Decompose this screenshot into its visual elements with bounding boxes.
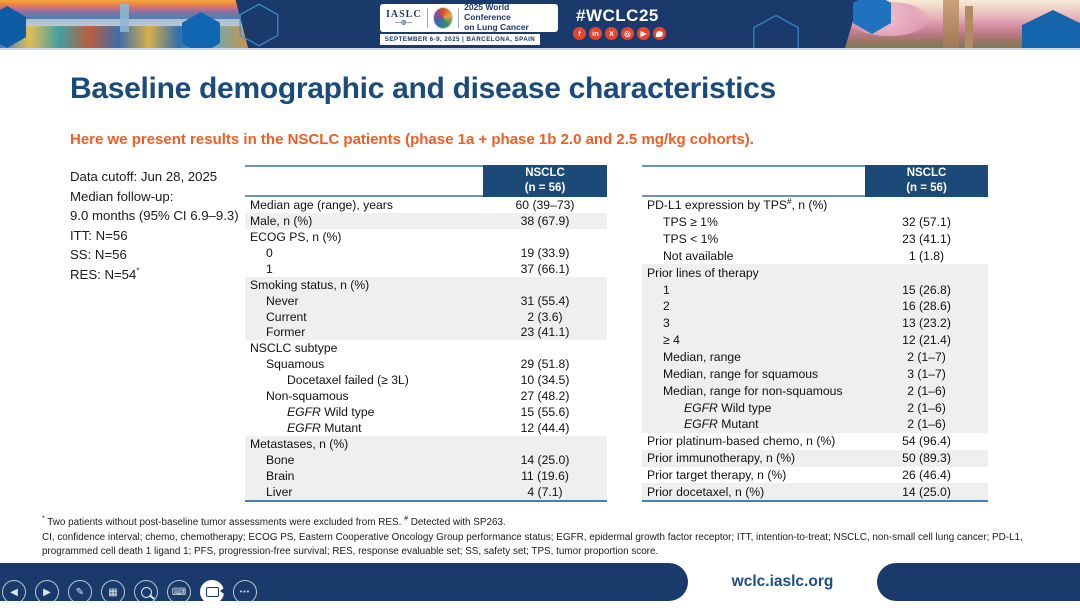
table-row: 3 13 (23.2) (642, 315, 988, 332)
table-row: Median, range for squamous 3 (1–7) (642, 365, 988, 382)
slide-subtitle: Here we present results in the NSCLC patients (phase 1a + phase 1b 2.0 and 2.5 mg/kg cohorts). (70, 131, 754, 148)
sagrada-familia-graphic (943, 0, 959, 48)
table-row: Current 2 (3.6) (245, 309, 607, 325)
divider (427, 8, 428, 28)
table-row: Prior immunotherapy, n (%) 50 (89.3) (642, 450, 988, 467)
table-row: Prior platinum-based chemo, n (%) 54 (96.4) (647, 434, 951, 449)
table-row: Median, range for non-squamous 2 (1–6) (642, 382, 988, 399)
linkedin-icon: in (589, 27, 602, 40)
table-row: Liver 4 (7.1) (245, 484, 607, 500)
iaslc-emblem-icon: —◎— (395, 20, 413, 26)
table-row: Never 31 (55.4) (245, 293, 607, 309)
conference-banner (0, 0, 1080, 50)
toolbar-search-button[interactable] (134, 580, 158, 604)
table-row: 1 37 (66.1) (266, 261, 570, 276)
footnotes (42, 516, 1050, 558)
table-body (245, 197, 607, 502)
table-row: Docetaxel failed (≥ 3L) 10 (34.5) (287, 373, 570, 388)
table-row: Brain 11 (19.6) (245, 468, 607, 484)
table-header-spacer (642, 165, 865, 197)
toolbar-camera-button[interactable] (200, 580, 224, 604)
iaslc-logo: IASLC —◎— (386, 9, 422, 26)
tower-graphic (120, 4, 129, 32)
youtube-icon: ▶ (637, 27, 650, 40)
hexagon-outline-decoration (748, 14, 804, 50)
iaslc-logo-box (380, 4, 558, 32)
table-row: ≥ 4 12 (21.4) (642, 332, 988, 349)
facebook-icon: f (573, 27, 586, 40)
table-row: Male, n (%) 38 (67.9) (245, 213, 607, 229)
conference-date-location: SEPTEMBER 6-9, 2025 | BARCELONA, SPAIN (380, 34, 540, 45)
footer-bar-right (877, 563, 1080, 601)
slide-title: Baseline demographic and disease characteristics (70, 72, 776, 105)
table-column-header: NSCLC (n = 56) (483, 165, 607, 197)
info-line: SS: N=56 (70, 247, 127, 262)
toolbar-more-button[interactable] (233, 580, 257, 604)
table-row: Non-squamous 27 (48.2) (266, 389, 570, 404)
conference-name: 2025 World Conference on Lung Cancer (464, 2, 529, 32)
info-line: 9.0 months (95% CI 6.9–9.3) (70, 208, 239, 223)
demographics-table (245, 165, 607, 502)
table-row: EGFR Wild type 2 (1–6) (642, 399, 988, 416)
table-row: TPS ≥ 1% 32 (57.1) (663, 215, 951, 230)
next-icon: ▶ (43, 586, 51, 598)
table-header-row (642, 165, 988, 197)
table-body (642, 197, 988, 502)
table-row: Metastases, n (%) (245, 436, 607, 452)
divider (458, 8, 459, 28)
search-icon (141, 587, 152, 598)
conference-hashtag: #WCLC25 (576, 6, 659, 25)
table-row: NSCLC subtype (250, 341, 338, 356)
table-row: Prior docetaxel, n (%) 14 (25.0) (642, 483, 988, 500)
slides-icon: ▦ (108, 586, 118, 598)
toolbar-keyboard-button[interactable] (167, 580, 191, 604)
table-row: PD-L1 expression by TPS#, n (%) (647, 197, 828, 213)
table-header-spacer (245, 165, 483, 197)
table-row: Median, range 2 (1–7) (642, 349, 988, 366)
info-line: Median follow-up: (70, 188, 174, 204)
info-line: ITT: N=56 (70, 227, 128, 243)
toolbar-next-button[interactable] (35, 580, 59, 604)
viewer-toolbar (2, 580, 257, 604)
table-row: ECOG PS, n (%) (250, 229, 342, 244)
disease-characteristics-table (642, 165, 988, 502)
instagram-icon: ◎ (621, 27, 634, 40)
social-icons-row (573, 27, 666, 40)
info-line: Data cutoff: Jun 28, 2025 (70, 169, 218, 184)
table-row: EGFR Mutant 12 (44.4) (287, 421, 570, 436)
table-header-row (245, 165, 607, 197)
more-icon: ••• (239, 588, 251, 596)
table-row: Smoking status, n (%) (245, 277, 607, 293)
table-row: EGFR Wild type 15 (55.6) (287, 405, 570, 420)
study-info-block (70, 167, 239, 284)
wclc-globe-icon (433, 7, 454, 29)
footnote-symbols: * Two patients without post-baseline tumor assessments were excluded from RES. # Detected with SP263. (42, 515, 506, 528)
footnote-abbreviations: CI, confidence interval; chemo, chemotherapy; ECOG PS, Eastern Cooperative Oncology Group performance status; EGFR, epidermal growth factor receptor; ITT, intention-to-treat; NSCLC, non-small cell lung cancer; PD-L1, programmed cell death 1 ligand 1; PFS, progression-free survival; RES, response evaluable set; SS, safety set; TPS, tumor proportion score. (42, 531, 1023, 557)
table-row: TPS < 1% 23 (41.1) (663, 232, 951, 247)
x-icon: X (605, 27, 618, 40)
toolbar-previous-button[interactable] (2, 580, 26, 604)
wechat-icon (653, 27, 666, 40)
conference-url: wclc.iaslc.org (731, 573, 834, 590)
toolbar-pen-button[interactable] (68, 580, 92, 604)
table-row: Not available 1 (1.8) (663, 248, 945, 263)
table-row: Squamous 29 (51.8) (266, 357, 570, 372)
previous-icon: ◀ (10, 586, 18, 598)
table-row: Prior target therapy, n (%) 26 (46.4) (647, 467, 951, 482)
table-row: 2 16 (28.6) (642, 298, 988, 315)
sagrada-familia-graphic (965, 6, 973, 48)
table-row: Bone 14 (25.0) (245, 452, 607, 468)
toolbar-slides-button[interactable] (101, 580, 125, 604)
info-line: RES: N=54* (70, 266, 140, 282)
table-row: 0 19 (33.9) (266, 245, 570, 260)
barcelona-photo-left (0, 0, 248, 48)
table-row: 1 15 (26.8) (642, 281, 988, 298)
table-row: Former 23 (41.1) (245, 325, 607, 341)
camera-icon (206, 587, 219, 597)
keyboard-icon: ⌨ (171, 586, 187, 598)
table-row: Median age (range), years 60 (39–73) (250, 197, 575, 212)
table-row: Prior lines of therapy (642, 264, 988, 281)
table-column-header: NSCLC (n = 56) (865, 165, 988, 197)
pen-icon: ✎ (75, 586, 85, 598)
hexagon-outline-decoration (236, 3, 282, 47)
table-row: EGFR Mutant 2 (1–6) (642, 416, 988, 433)
hexagon-decoration (182, 12, 220, 50)
